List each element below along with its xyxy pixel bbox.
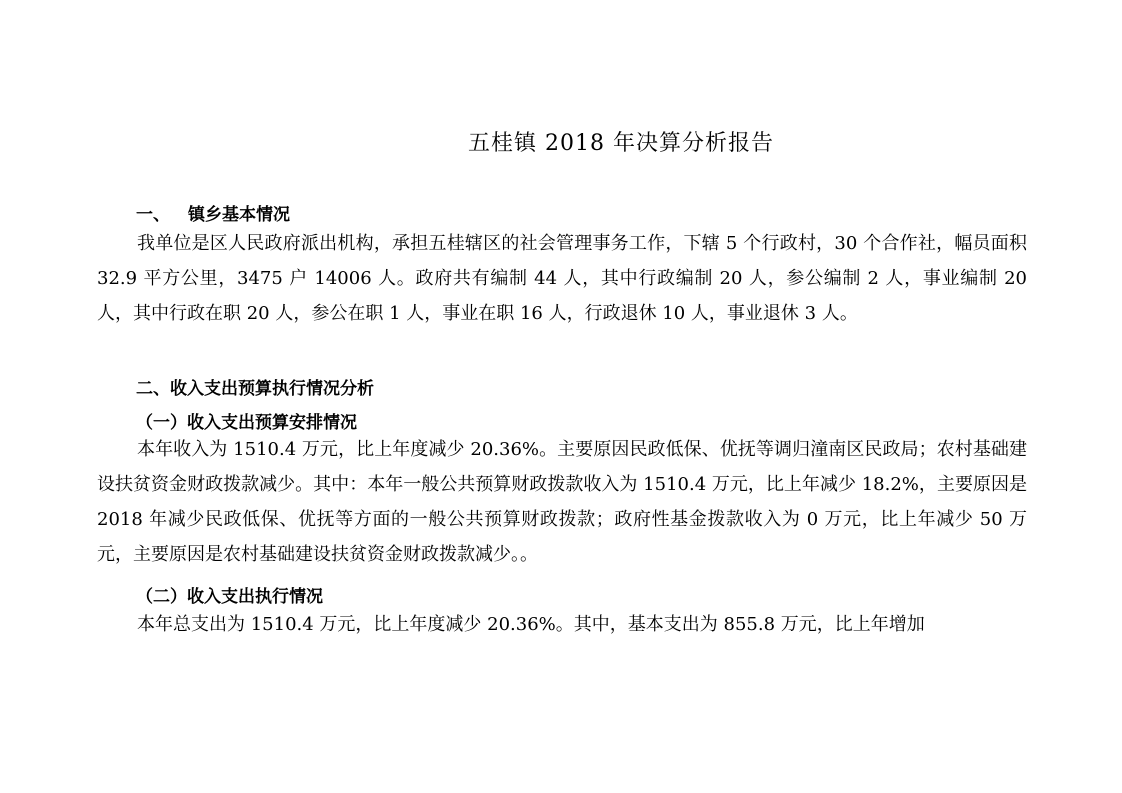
section-2-heading: 二、收入支出预算执行情况分析: [136, 379, 374, 399]
section-1-heading: [136, 200, 290, 225]
section-1-number: 一、: [136, 205, 170, 225]
document-title: 五桂镇 2018 年决算分析报告: [468, 131, 774, 156]
subsection-2-heading: （二）收入支出执行情况: [136, 587, 323, 607]
subsection-1-paragraph: 本年收入为 1510.4 万元，比上年度减少 20.36%。主要原因民政低保、优抚等调归潼南区民政局；农村基础建设扶贫资金财政拨款减少。其中：本年一般公共预算财政拨款收入为 1510.4 万元，比上年减少 18.2%，主要原因是 2018 年减少民政低保、优抚等方面的一般公共预算财政拨款；政府性基金拨款收入为 0 万元，比上年减少 50 万元，主要原因是农村基础建设扶贫资金财政拨款减少。。: [97, 439, 1027, 565]
subsection-2-paragraph: 本年总支出为 1510.4 万元，比上年度减少 20.36%。其中，基本支出为 855.8 万元，比上年增加: [137, 614, 925, 635]
section-1-paragraph: 我单位是区人民政府派出机构，承担五桂辖区的社会管理事务工作，下辖 5 个行政村，30 个合作社，幅员面积 32.9 平方公里，3475 户 14006 人。政府共有编制 44 人，其中行政编制 20 人，参公编制 2 人，事业编制 20 人，其中行政在职 20 人，参公在职 1 人，事业在职 16 人，行政退休 10 人，事业退休 3 人。: [97, 233, 1027, 324]
section-1-heading-text: 镇乡基本情况: [188, 205, 290, 225]
subsection-1-heading: （一）收入支出预算安排情况: [136, 413, 357, 433]
